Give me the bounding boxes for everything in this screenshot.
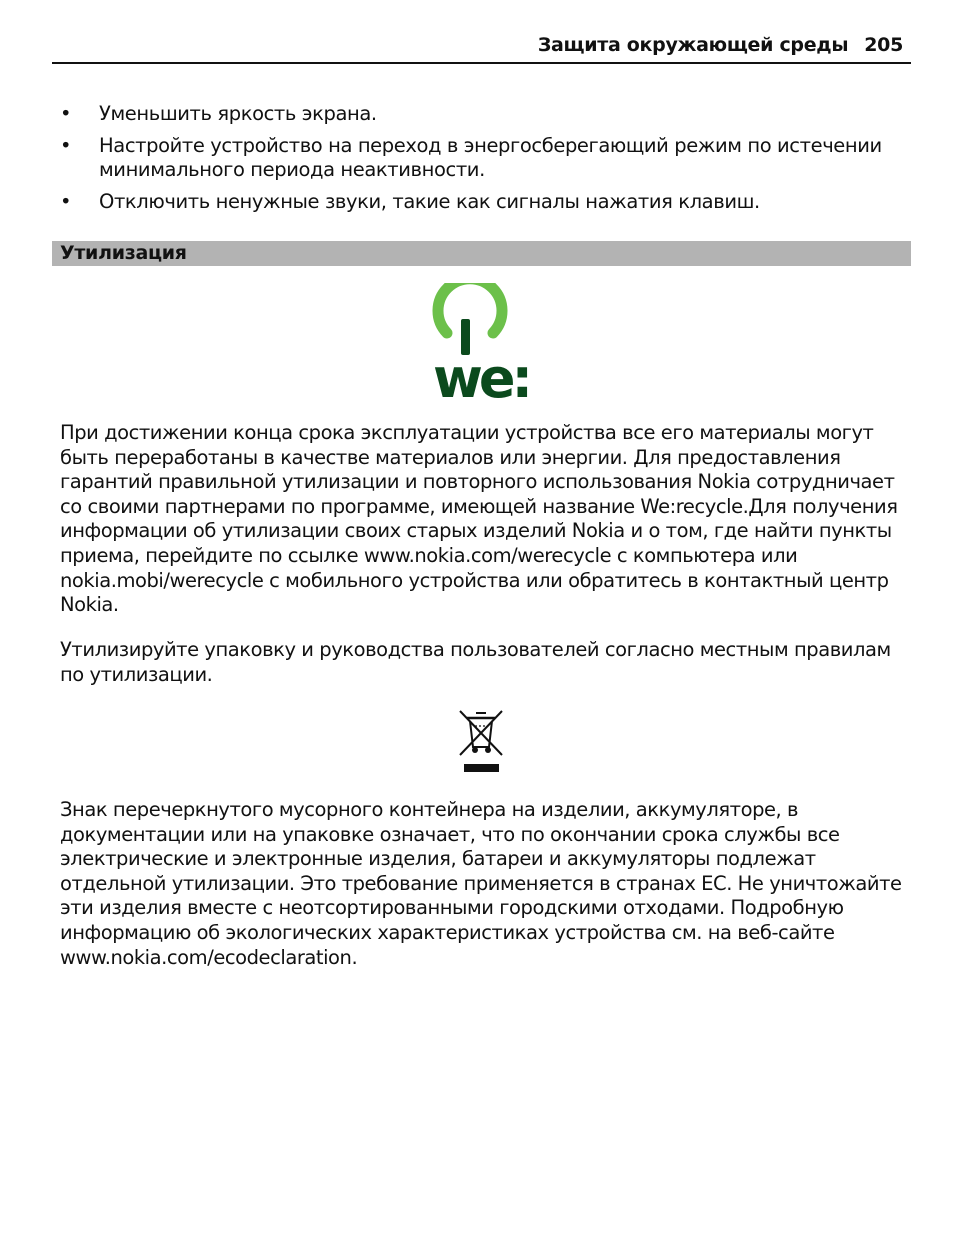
packaging-paragraph: Утилизируйте упаковку и руководства пользователей согласно местным правилам по утилизации. (60, 638, 891, 686)
list-item-text: Настройте устройство на переход в энергосберегающий режим по истечении минимального периода неактивности. (99, 133, 882, 181)
crossed-out-wheelie-bin-icon (457, 709, 505, 775)
list-item-text: Отключить ненужные звуки, такие как сигналы нажатия клавиш. (99, 189, 760, 213)
logo-text: we: (433, 347, 530, 401)
running-header (52, 34, 911, 64)
recycling-paragraph: При достижении конца срока эксплуатации устройства все его материалы могут быть переработаны в качестве материалов или энергии. Для предоставления гарантий правильной утилизации и повторного использования Nokia сотрудничает со своими партнерами по программе, имеющей название We:recycle.Для получения информации об утилизации своих старых изделий Nokia и о том, где найти пункты приема, перейдите по ссылке www.nokia.com/werecycle с компьютера или nokia.mobi/werecycle с мобильного устройства или обратитесь в контактный центр Nokia. (60, 421, 898, 617)
chapter-title: Защита окружающей среды (537, 34, 849, 56)
list-item-text: Уменьшить яркость экрана. (99, 102, 377, 125)
list-item (52, 134, 911, 183)
tips-list (52, 102, 911, 221)
bullet-icon: • (60, 189, 72, 213)
list-item (52, 102, 911, 127)
list-item (52, 190, 911, 215)
bullet-icon: • (60, 133, 72, 157)
weee-paragraph: Знак перечеркнутого мусорного контейнера на изделии, аккумуляторе, в документации или на упаковке означает, что по окончании срока службы все электрические и электронные изделия, батареи и аккумуляторы подлежат отдельной утилизации. Это требование применяется в странах ЕС. Не уничтожайте эти изделия вместе с неотсортированными городскими отходами. Подробную информацию об экологических характеристиках устройства см. на веб-сайте www.nokia.com/ecodeclaration. (60, 798, 902, 969)
bullet-icon: • (60, 102, 72, 125)
section-heading: Утилизация (52, 241, 911, 266)
page-number: 205 (864, 34, 903, 56)
we-recycle-logo-icon (427, 283, 539, 401)
